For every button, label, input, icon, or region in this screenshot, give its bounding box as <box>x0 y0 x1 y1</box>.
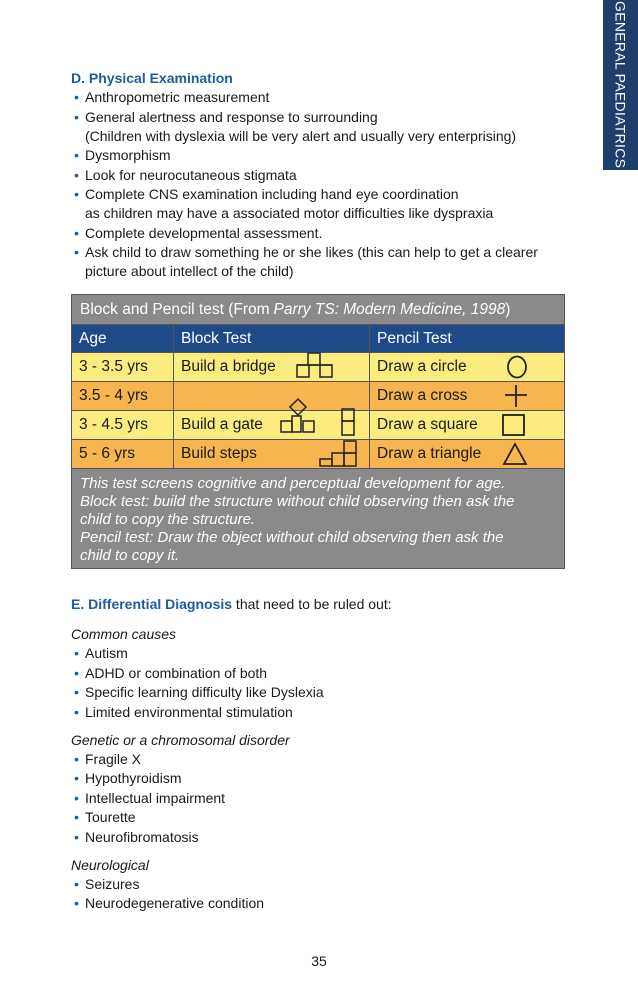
list-item: • Neurofibromatosis <box>71 828 576 847</box>
header-pencil-test: Pencil Test <box>377 329 452 347</box>
group-title: Genetic or a chromosomal disorder <box>71 731 290 748</box>
list-item: • Autism <box>71 644 576 663</box>
section-e <box>71 594 576 914</box>
table-row: 3 - 4.5 yrs Build a gate Draw a square <box>72 411 564 440</box>
list-item: • Complete developmental assessment. <box>71 224 576 243</box>
list-item: • Ask child to draw something he or she likes (this can help to get a clearer picture about intellect of the child) <box>71 243 576 281</box>
table-row: 3 - 3.5 yrs Build a bridge Draw a circle <box>72 353 564 382</box>
common-causes-list <box>71 644 576 722</box>
side-tab-label: GENERAL PAEDIATRICS <box>612 1 629 169</box>
section-d-heading: D. Physical Examination <box>71 70 233 86</box>
list-item: • Specific learning difficulty like Dyslexia <box>71 683 576 702</box>
list-item: • Dysmorphism <box>71 146 576 165</box>
physical-exam-list <box>71 88 576 281</box>
gate-blocks-icon <box>280 397 318 439</box>
list-item: • Seizures <box>71 875 576 894</box>
page-number: 35 <box>311 953 327 969</box>
square-drawing-icon <box>501 413 527 439</box>
list-item: • Complete CNS examination including hand eye coordination as children may have a associated motor difficulties like dyspraxia <box>71 185 576 223</box>
list-item: • Hypothyroidism <box>71 769 576 788</box>
table-header-row <box>72 325 564 353</box>
list-item: • Look for neurocutaneous stigmata <box>71 166 576 185</box>
steps-blocks-icon <box>316 440 358 468</box>
section-e-heading: E. Differential Diagnosis that need to be ruled out: <box>71 596 392 612</box>
bridge-blocks-icon <box>296 352 334 380</box>
list-item: • Neurodegenerative condition <box>71 894 576 913</box>
list-item: • Anthropometric measurement <box>71 88 576 107</box>
cross-drawing-icon <box>503 383 529 409</box>
neurological-list <box>71 875 576 914</box>
list-item: • General alertness and response to surrounding (Children with dyslexia will be very alert and usually very enterprising) <box>71 108 576 146</box>
list-item: • Intellectual impairment <box>71 789 576 808</box>
steps-blocks-top-icon <box>340 407 356 439</box>
circle-drawing-icon <box>505 354 529 380</box>
list-item: • ADHD or combination of both <box>71 664 576 683</box>
header-age: Age <box>72 325 174 352</box>
block-pencil-table <box>71 294 565 569</box>
group-title: Common causes <box>71 626 177 642</box>
group-title: Neurological <box>71 856 149 873</box>
table-row: 5 - 6 yrs Build steps Draw a triangle <box>72 440 564 469</box>
section-side-tab <box>603 0 638 170</box>
header-block-test: Block Test <box>174 325 370 352</box>
list-item: • Limited environmental stimulation <box>71 703 576 722</box>
section-d <box>71 68 576 282</box>
table-title: Block and Pencil test (From Parry TS: Modern Medicine, 1998 ) <box>72 295 564 325</box>
table-row: 3.5 - 4 yrs Draw a cross <box>72 382 564 411</box>
genetic-list <box>71 750 576 847</box>
list-item: • Fragile X <box>71 750 576 769</box>
table-footer-note: This test screens cognitive and perceptual development for age. Block test: build the structure without child observing then ask the child to copy the structure. Pencil test: Draw the object without child observing then ask the child to copy it. <box>80 475 515 564</box>
triangle-drawing-icon <box>501 441 529 467</box>
list-item: • Tourette <box>71 808 576 827</box>
